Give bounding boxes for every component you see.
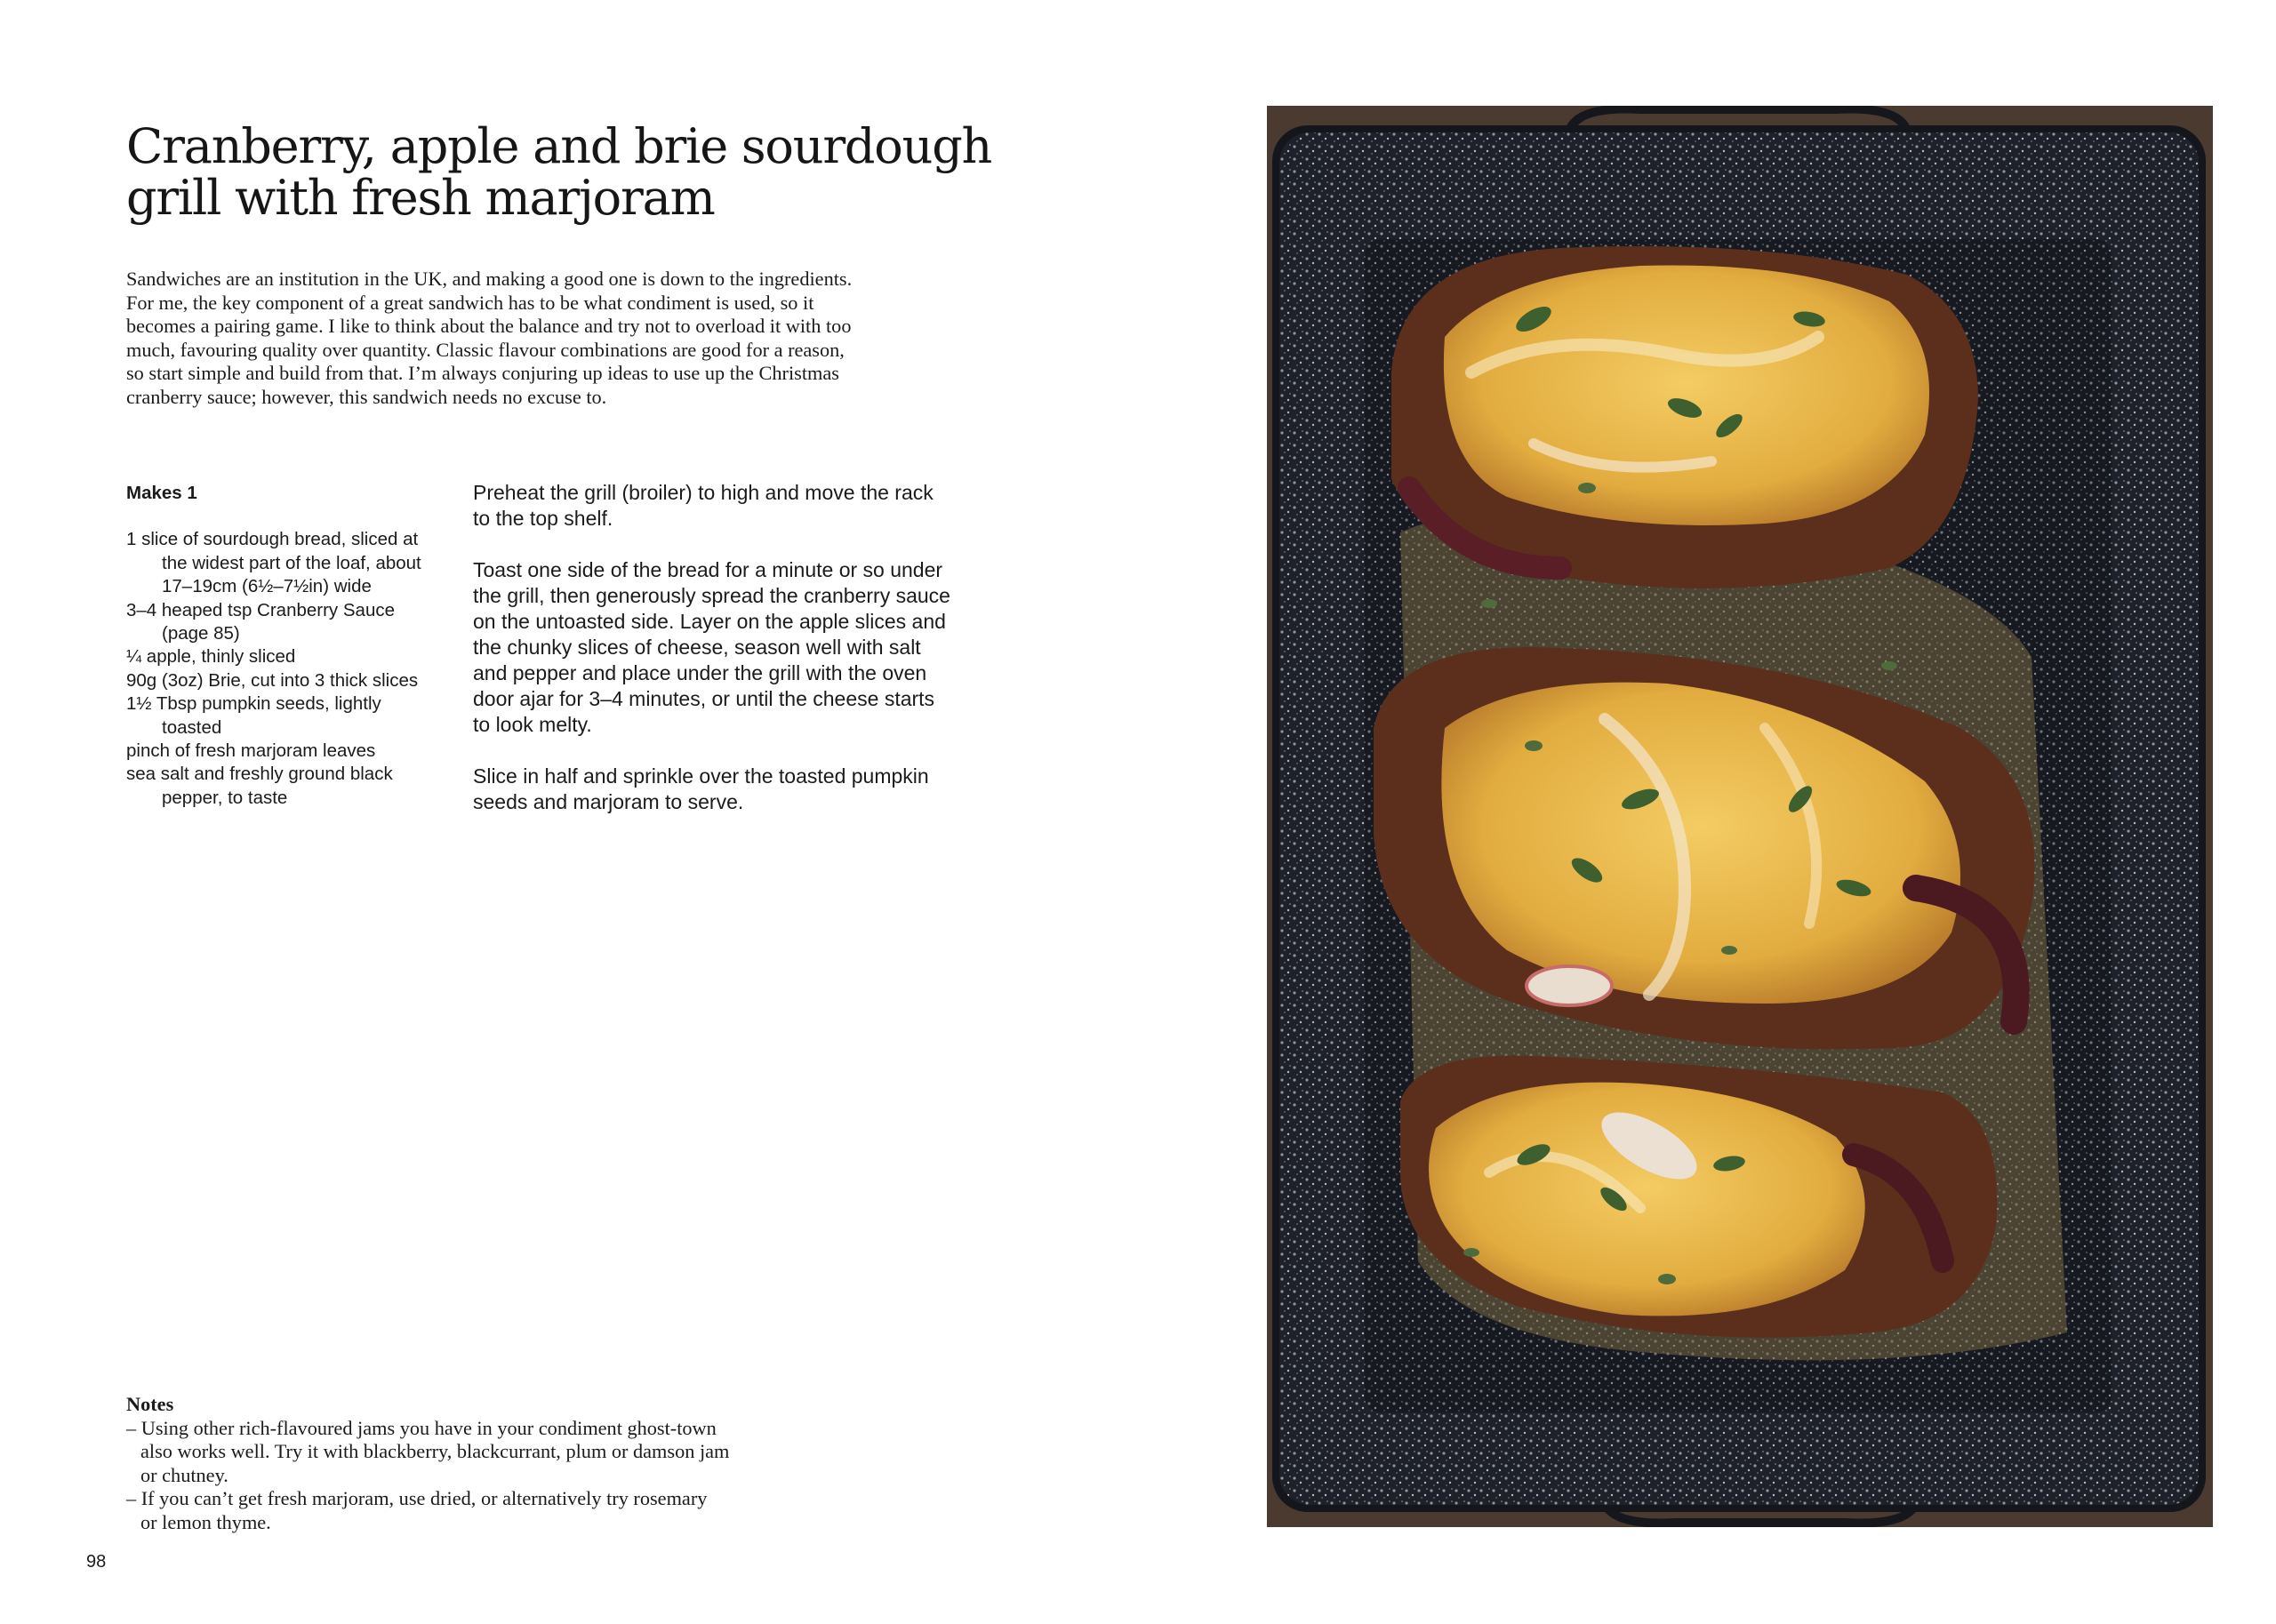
ingredient-line: 90g (3oz) Brie, cut into 3 thick slices (126, 669, 419, 691)
title-line: Cranberry, apple and brie sourdough (126, 118, 992, 174)
method-step (473, 764, 989, 815)
ingredient-line: 3–4 heaped tsp Cranberry Sauce (126, 599, 396, 620)
method-line: Preheat the grill (broiler) to high and move the rack (473, 481, 934, 504)
method-line: seeds and marjoram to serve. (473, 790, 744, 813)
ingredient-line: 1½ Tbsp pumpkin seeds, lightly (126, 693, 381, 715)
notes-line: – Using other rich-flavoured jams you have in your condiment ghost-town (126, 1416, 717, 1439)
method-line: to look melty. (473, 713, 592, 736)
method-step (473, 480, 989, 532)
ingredient-line: 17–19cm (6½–7½in) wide (162, 576, 372, 597)
intro-line: Sandwiches are an institution in the UK, and making a good one is down to the ingredients. (126, 268, 853, 290)
method-line: the grill, then generously spread the cranberry sauce (473, 584, 950, 607)
yield-label: Makes 1 (126, 483, 197, 503)
notes-line: – If you can’t get fresh marjoram, use dried, or alternatively try rosemary (126, 1487, 708, 1510)
method-line: to the top shelf. (473, 507, 613, 530)
recipe-title (126, 118, 992, 226)
ingredient-line: toasted (162, 716, 222, 738)
method-line: the chunky slices of cheese, season well with salt (473, 636, 921, 659)
notes-heading: Notes (126, 1393, 174, 1415)
method-line: Slice in half and sprinkle over the toasted pumpkin (473, 764, 929, 788)
method-line: and pepper and place under the grill with the oven (473, 661, 927, 684)
title-line: grill with fresh marjoram (126, 170, 715, 226)
ingredients-list (126, 482, 464, 810)
ingredient-line: 1 slice of sourdough bread, sliced at (126, 529, 419, 550)
ingredient-line: (page 85) (162, 623, 240, 644)
intro-line: so start simple and build from that. I’m always conjuring up ideas to use up the Christmas (126, 362, 839, 385)
ingredient-line: ¼ apple, thinly sliced (126, 646, 296, 668)
method-line: on the untoasted side. Layer on the apple slices and (473, 610, 946, 633)
notes-section (126, 1393, 855, 1535)
notes-line: also works well. Try it with blackberry, blackcurrant, plum or damson jam (140, 1440, 730, 1463)
ingredient-line: sea salt and freshly ground black (126, 764, 393, 785)
intro-line: much, favouring quality over quantity. Classic flavour combinations are good for a reason, (126, 338, 845, 361)
method-line: Toast one side of the bread for a minute or so under (473, 558, 943, 581)
method-steps (473, 480, 989, 841)
ingredient-line: pepper, to taste (162, 787, 288, 808)
method-line: door ajar for 3–4 minutes, or until the cheese starts (473, 687, 935, 710)
notes-line: or chutney. (140, 1463, 228, 1486)
toast-slice (1391, 246, 1978, 588)
intro-line: For me, the key component of a great sandwich has to be what condiment is used, so it (126, 291, 814, 314)
intro-paragraph (126, 268, 962, 410)
page-number: 98 (86, 1552, 107, 1572)
method-step (473, 557, 989, 738)
food-photo (1267, 106, 2213, 1527)
food-photo-illustration (1267, 106, 2213, 1527)
ingredient-line: pinch of fresh marjoram leaves (126, 740, 376, 762)
intro-line: becomes a pairing game. I like to think about the balance and try not to overload it with too (126, 315, 852, 338)
notes-line: or lemon thyme. (140, 1510, 271, 1533)
ingredient-line: the widest part of the loaf, about (162, 552, 421, 573)
intro-line: cranberry sauce; however, this sandwich needs no excuse to. (126, 385, 607, 408)
